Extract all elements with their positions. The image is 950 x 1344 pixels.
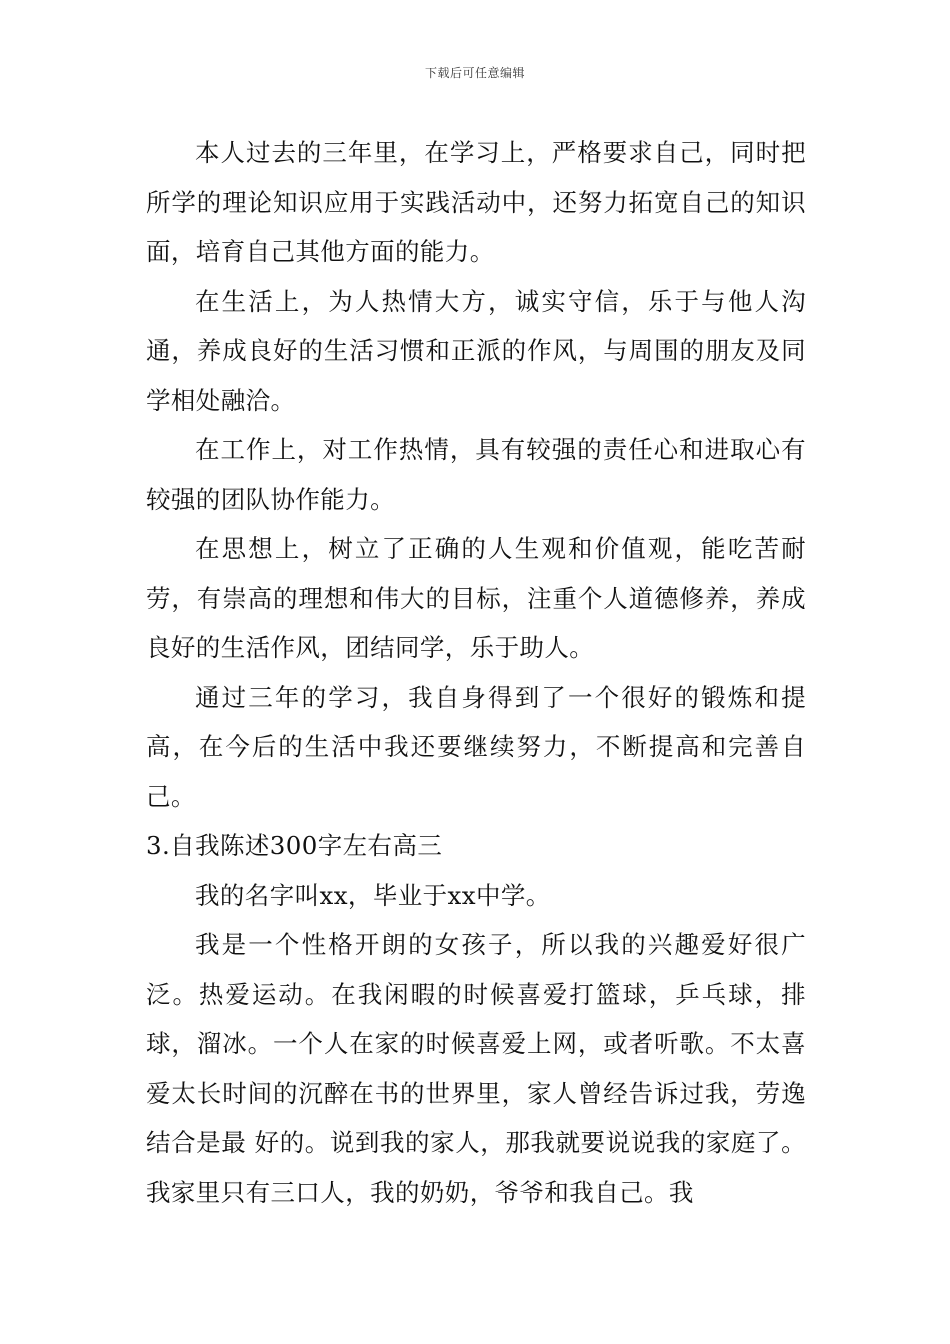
page-header: 下载后可任意编辑 bbox=[424, 66, 525, 80]
paragraph-name: 我的名字叫xx，毕业于xx中学。 bbox=[195, 880, 551, 910]
paragraph-work: 在工作上，对工作热情，具有较强的责任心和进取心有较强的团队协作能力。 bbox=[146, 435, 806, 514]
paragraph-thought: 在思想上，树立了正确的人生观和价值观，能吃苦耐劳，有崇高的理想和伟大的目标，注重个人道德修养，养成良好的生活作风，团结同学，乐于助人。 bbox=[146, 534, 806, 662]
paragraph-hobbies: 我是一个性格开朗的女孩子，所以我的兴趣爱好很广泛。热爱运动。在我闲暇的时候喜爱打篮球，乒乓球，排球，溜冰。一个人在家的时候喜爱上网，或者听歌。不太喜爱太长时间的沉醉在书的世界里，家人曾经告诉过我，劳逸结合是最 好的。说到我的家人，那我就要说说我的家庭了。我家里只有三口人，我的奶奶，爷爷和我自己。我 bbox=[146, 930, 806, 1207]
paragraph-study: 本人过去的三年里，在学习上，严格要求自己，同时把所学的理论知识应用于实践活动中，还努力拓宽自己的知识面，培育自己其他方面的能力。 bbox=[146, 138, 806, 266]
document-body bbox=[146, 128, 806, 1217]
paragraph-life: 在生活上，为人热情大方，诚实守信，乐于与他人沟通，养成良好的生活习惯和正派的作风，与周围的朋友及同学相处融洽。 bbox=[146, 286, 806, 415]
paragraph-summary: 通过三年的学习，我自身得到了一个很好的锻炼和提高，在今后的生活中我还要继续努力，不断提高和完善自己。 bbox=[146, 682, 806, 811]
section-title: 3.自我陈述300字左右高三 bbox=[146, 831, 443, 860]
